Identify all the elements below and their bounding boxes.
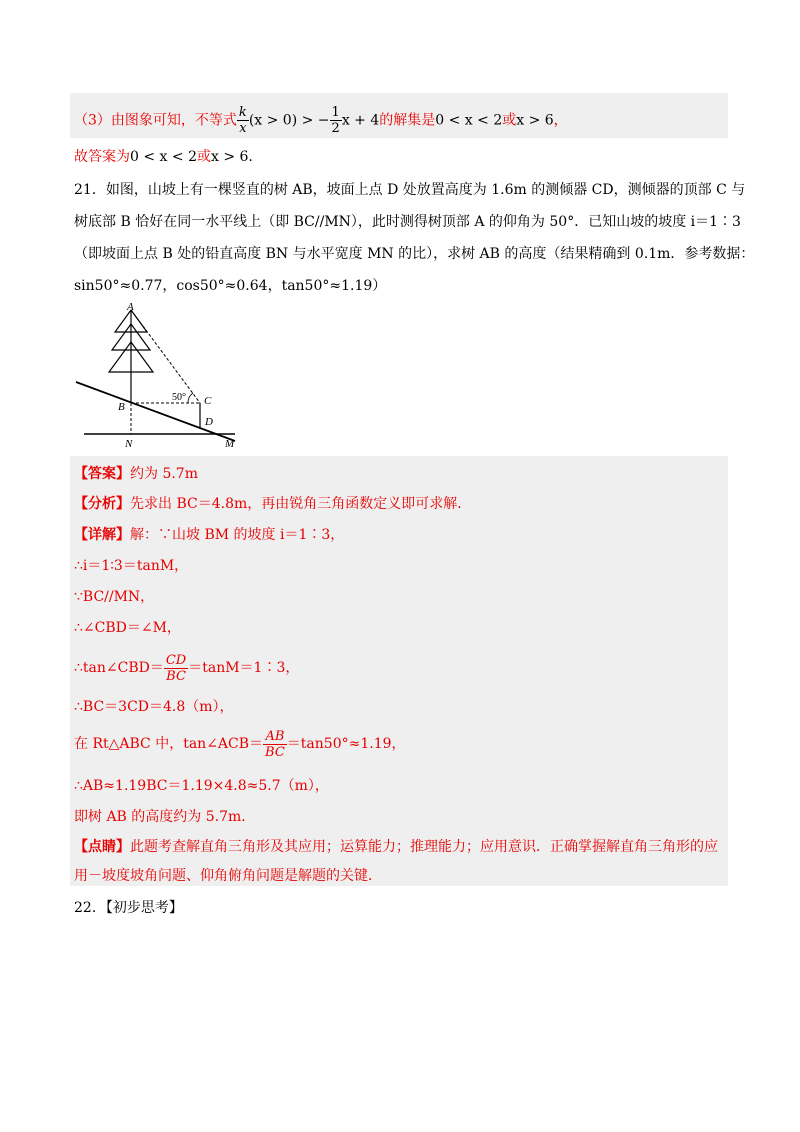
comment-row-1 bbox=[74, 837, 718, 857]
comment-text-1: 此题考查解直角三角形及其应用；运算能力；推理能力；应用意识．正确掌握解直角三角形的应 bbox=[130, 839, 718, 855]
q21-line1: 21．如图，山坡上有一棵竖直的树 AB，坡面上点 D 处放置高度为 1.6m 的测倾器 CD，测倾器的顶部 C 与 bbox=[74, 182, 746, 198]
step-4-pre: ∴tan∠CBD＝ bbox=[74, 660, 164, 676]
part3-sol2: x > 6 bbox=[516, 112, 554, 129]
part3-prefix: （3）由图象可知，不等式 bbox=[74, 112, 237, 129]
part3-mid: 的解集是 bbox=[379, 112, 436, 129]
label-M: M bbox=[225, 438, 235, 450]
tree-slope-figure bbox=[70, 302, 250, 452]
part3-sol1: 0 < x < 2 bbox=[435, 112, 503, 129]
step-2: ∵BC//MN， bbox=[74, 589, 155, 605]
step-4 bbox=[74, 648, 299, 688]
label-angle: 50° bbox=[172, 392, 186, 403]
analysis-row bbox=[74, 494, 471, 514]
answer-text: 约为 5.7m bbox=[130, 466, 198, 482]
angle-arc bbox=[188, 393, 193, 403]
comment-row-2: 用－坡度坡角问题、仰角俯角问题是解题的关键． bbox=[74, 868, 382, 884]
analysis-tag: 【分析】 bbox=[74, 496, 130, 512]
label-A: A bbox=[127, 302, 134, 313]
part3-end: ， bbox=[553, 112, 568, 129]
answer-end: . bbox=[248, 149, 253, 165]
step-3: ∴∠CBD＝∠M， bbox=[74, 620, 181, 636]
answer-row bbox=[74, 464, 198, 484]
k-over-x-fraction: $\frac{k}{x}$ bbox=[238, 105, 247, 136]
step-1: ∴i＝1∶3＝tanM， bbox=[74, 558, 189, 574]
answer-or: 或 bbox=[196, 149, 211, 165]
answer-sol2: x > 6 bbox=[210, 149, 249, 165]
label-C: C bbox=[204, 395, 212, 407]
label-D: D bbox=[205, 416, 213, 428]
step-4-post: ＝tanM＝1∶3， bbox=[188, 660, 300, 676]
q22-heading: 22．【初步思考】 bbox=[74, 900, 183, 916]
slope-line bbox=[76, 382, 235, 441]
label-B: B bbox=[118, 401, 125, 413]
detail-tag: 【详解】 bbox=[74, 527, 130, 543]
q21-line3: （即坡面上点 B 处的铅直高度 BN 与水平宽度 MN 的比），求树 AB 的高度（结果精确到 0.1m．参考数据： bbox=[74, 246, 755, 262]
part3-line bbox=[74, 105, 568, 136]
step-6-post: ＝tan50°≈1.19， bbox=[286, 736, 406, 752]
part3-or: 或 bbox=[502, 112, 517, 129]
analysis-text: 先求出 BC＝4.8m，再由锐角三角函数定义即可求解． bbox=[130, 496, 472, 512]
ab-over-bc: $\frac{AB}{BC}$ bbox=[265, 728, 285, 760]
q21-line2: 树底部 B 恰好在同一水平线上（即 BC//MN），此时测得树顶部 A 的仰角为 50°．已知山坡的坡度 i＝1∶3 bbox=[74, 214, 741, 230]
part3-rest: x + 4 bbox=[341, 112, 380, 129]
part3-condition: (x > 0) > − bbox=[248, 112, 330, 129]
cd-over-bc: $\frac{CD}{BC}$ bbox=[165, 652, 187, 684]
detail-text: 解：∵山坡 BM 的坡度 i＝1∶3， bbox=[130, 527, 345, 543]
answer-prefix: 故答案为 bbox=[74, 149, 130, 165]
comment-tag: 【点睛】 bbox=[74, 839, 130, 855]
answer-tag: 【答案】 bbox=[74, 466, 130, 482]
answer-line bbox=[74, 147, 253, 167]
step-5: ∴BC＝3CD＝4.8（m）， bbox=[74, 699, 234, 715]
label-N: N bbox=[125, 438, 133, 450]
q21-line4: sin50°≈0.77，cos50°≈0.64，tan50°≈1.19） bbox=[74, 278, 387, 294]
step-7: ∴AB≈1.19BC＝1.19×4.8≈5.7（m）， bbox=[74, 778, 329, 794]
step-6-pre: 在 Rt△ABC 中，tan∠ACB＝ bbox=[74, 736, 264, 752]
detail-row bbox=[74, 525, 344, 545]
step-6 bbox=[74, 724, 406, 764]
half-fraction: $\frac{1}{2}$ bbox=[331, 105, 340, 136]
step-8: 即树 AB 的高度约为 5.7m． bbox=[74, 809, 256, 825]
answer-sol1: 0 < x < 2 bbox=[130, 149, 197, 165]
